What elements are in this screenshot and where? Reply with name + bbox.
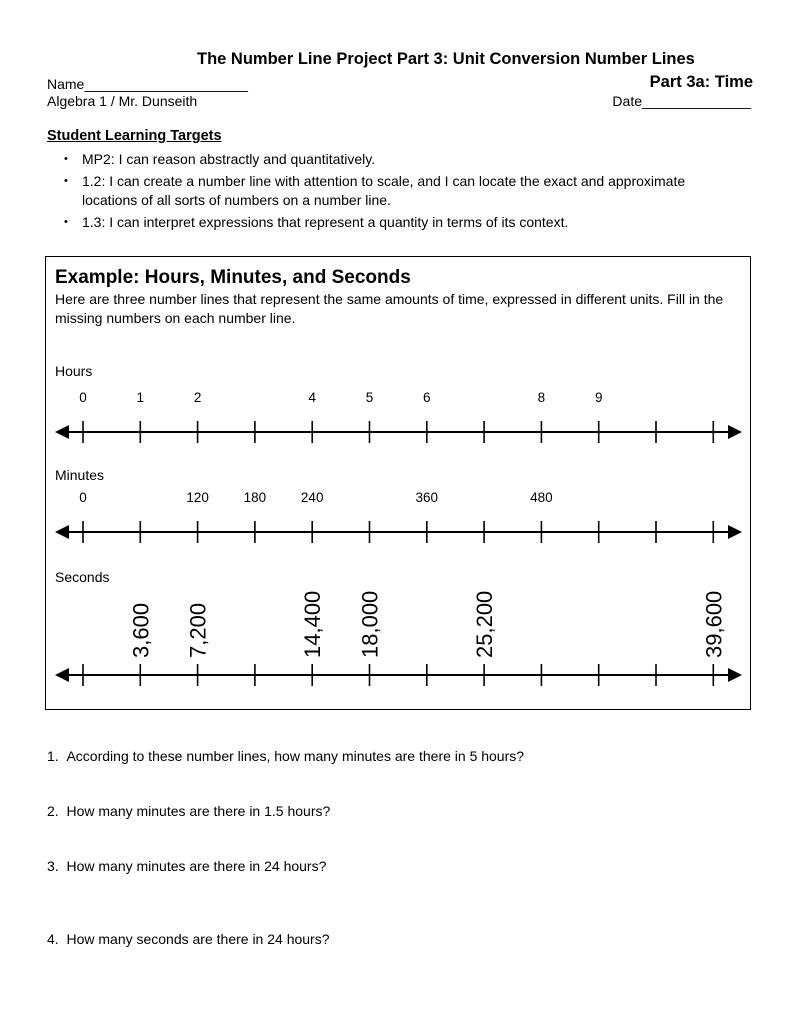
minutes-label: Minutes [55, 467, 105, 483]
tick-label: 8 [537, 390, 546, 405]
tick-label: 480 [530, 490, 553, 505]
tick-label: 360 [415, 490, 439, 505]
left-arrow-icon [55, 525, 69, 539]
learning-target: • 1.2: I can create a number line with attention to scale, and I can locate the exact and approximate locations of all sorts of numbers on a number line. [62, 172, 702, 210]
question-text: According to these number lines, how many minutes are there in 5 hours? [66, 748, 525, 764]
learning-target: • 1.3: I can interpret expressions that represent a quantity in terms of its context. [62, 213, 742, 232]
learning-target: • MP2: I can reason abstractly and quantitatively. [62, 150, 742, 169]
question-text: How many minutes are there in 24 hours? [66, 858, 327, 874]
example-instructions: Here are three number lines that represent the same amounts of time, expressed in different units. Fill in the missing numbers on each number line. [55, 291, 724, 326]
question-3 [47, 858, 326, 874]
question-1 [47, 748, 524, 764]
worksheet-title: The Number Line Project Part 3: Unit Conversion Number Lines [197, 50, 695, 68]
tick-label: 180 [243, 490, 267, 505]
tick-label: 2 [193, 390, 202, 405]
course-label: Algebra 1 / Mr. Dunseith [47, 93, 198, 109]
question-4 [47, 931, 330, 947]
right-arrow-icon [728, 525, 742, 539]
example-title: Example: Hours, Minutes, and Seconds [55, 267, 411, 288]
right-arrow-icon [728, 425, 742, 439]
tick-label: 0 [79, 390, 87, 405]
question-2 [47, 803, 330, 819]
left-arrow-icon [55, 425, 69, 439]
right-arrow-icon [728, 668, 742, 682]
tick-label: 7,200 [185, 602, 211, 658]
tick-label: 9 [594, 390, 603, 405]
tick-label: 0 [79, 490, 87, 505]
learning-targets-heading: Student Learning Targets [47, 128, 222, 144]
tick-label: 4 [308, 390, 316, 405]
tick-label: 14,400 [300, 590, 326, 658]
hours-label: Hours [55, 363, 93, 379]
tick-label: 6 [423, 390, 431, 405]
tick-label: 240 [300, 490, 324, 505]
tick-label: 120 [186, 490, 209, 505]
tick-label: 18,000 [357, 590, 383, 658]
name-field[interactable]: Name_____________________ [47, 76, 248, 92]
question-number: 1. [47, 748, 59, 764]
question-text: How many seconds are there in 24 hours? [66, 931, 330, 947]
tick-label: 1 [136, 390, 145, 405]
question-number: 2. [47, 803, 59, 819]
tick-label: 3,600 [128, 602, 154, 658]
tick-label: 39,600 [701, 590, 727, 658]
worksheet-subtitle: Part 3a: Time [649, 73, 753, 91]
question-number: 4. [47, 931, 59, 947]
date-field[interactable]: Date______________ [612, 93, 751, 109]
left-arrow-icon [55, 668, 69, 682]
question-number: 3. [47, 858, 59, 874]
tick-label: 5 [365, 390, 374, 405]
question-text: How many minutes are there in 1.5 hours? [66, 803, 331, 819]
seconds-label: Seconds [55, 569, 110, 585]
tick-label: 25,200 [472, 590, 498, 658]
